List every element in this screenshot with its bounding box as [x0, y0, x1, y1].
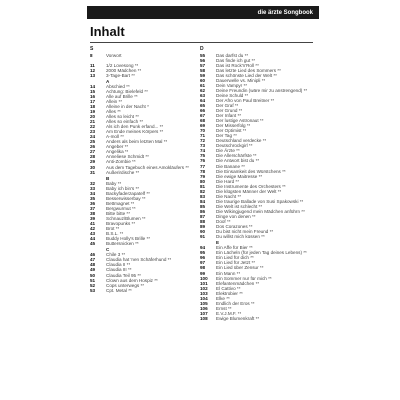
song-title: 3-Tage-Bart ** [106, 72, 135, 78]
page-number: 27 [90, 149, 96, 155]
page-number: 50 [90, 272, 96, 278]
page-number: 91 [200, 234, 206, 240]
song-title: Backyfaderzapatelf ** [106, 190, 150, 196]
page-number: 100 [200, 275, 208, 281]
song-title: Deutschrockgirl ** [216, 143, 253, 149]
page-number: 26 [90, 144, 96, 150]
page-number: 99 [200, 270, 206, 276]
column-label: D [200, 46, 204, 52]
page-number: 12 [90, 67, 96, 73]
song-title: Chile 3 ** [106, 252, 126, 258]
page-number: 67 [200, 113, 206, 119]
song-title: Buttersnicken ** [106, 241, 139, 247]
song-title: Die Instrumente des Orchesters ** [216, 183, 286, 189]
book-title: die ärzte Songbook [257, 9, 313, 16]
page-number: 21 [90, 119, 96, 125]
song-title: Die ewige Maitresse ** [216, 173, 263, 179]
page-number: 15 [90, 88, 96, 94]
page-number: 69 [200, 123, 206, 129]
song-title: Die Welt ist schlecht ** [216, 203, 263, 209]
song-title: Buddy Holly's Brille ** [106, 236, 151, 242]
section-letter: E [216, 240, 220, 246]
page-number: 32 [90, 180, 96, 186]
song-title: Anneliese Schmidt ** [106, 154, 149, 160]
song-title: Das finde ich gut ** [216, 57, 256, 63]
page-number: 49 [90, 267, 96, 273]
song-title: Dos Corazones ** [216, 224, 253, 230]
page-number: 104 [200, 295, 208, 301]
song-title: Du willst mich küssen ** [216, 234, 265, 240]
song-title: Clown aus dem Hospiz ** [106, 277, 158, 283]
page-number: 105 [200, 300, 208, 306]
song-title: Die Banane ** [216, 163, 245, 169]
page-number: 51 [90, 277, 96, 283]
song-title: Endlich der Eros ** [216, 300, 255, 306]
page-number: 90 [200, 229, 206, 235]
song-title: Außerirdische ** [106, 169, 140, 175]
page-number: 74 [200, 148, 206, 154]
song-title: Deine Freundin (wäre mir zu anstrengend) ** [216, 87, 308, 93]
page-number: 83 [200, 193, 206, 199]
song-title: El Cattivo ** [216, 285, 241, 291]
page-number: 79 [200, 173, 206, 179]
page-number: 87 [200, 214, 206, 219]
page-number: 75 [200, 153, 206, 159]
song-title: Cpt. Metal ** [106, 287, 132, 293]
song-title: Alleine in der Nacht * [106, 103, 149, 109]
section-letter: B [106, 175, 110, 181]
page-number: 23 [90, 129, 96, 135]
song-title: Ein Lächeln (für jeden Tag deines Lebens) ** [216, 250, 307, 256]
page-number: 11 [90, 62, 95, 68]
song-title: Der Tag ** [216, 133, 237, 139]
page-number: 97 [200, 260, 206, 266]
title-divider [90, 42, 313, 43]
page-number: 98 [200, 265, 206, 271]
song-title: Die Antwort bist du ** [216, 158, 260, 164]
page-number: 39 [90, 216, 96, 221]
song-title: Ewige Blumenkraft ** [216, 315, 260, 321]
column-label: S [90, 46, 94, 52]
song-title: Angelika ** [106, 149, 129, 155]
song-title: Alles ** [106, 109, 121, 115]
song-title: Baby ich bin's ** [106, 185, 140, 191]
page-number: 103 [200, 290, 208, 296]
page-number: 31 [90, 169, 96, 175]
song-title: 1/2 Lovesong ** [106, 62, 139, 68]
song-title: Als ich den Punk erfand... ** [106, 124, 164, 130]
page-number: 57 [200, 62, 206, 68]
song-title: Dein Vampyr ** [216, 82, 248, 88]
toc-entry [90, 288, 205, 293]
page-number: 66 [200, 108, 206, 114]
song-title: Die Ärzte ** [216, 148, 240, 154]
page-number: 45 [90, 241, 96, 247]
page-number: 41 [90, 221, 96, 227]
song-title: Anders als beim letzten Mal ** [106, 139, 168, 145]
song-title: Dauerwelle vs. Minipli ** [216, 77, 266, 83]
page-number: 62 [200, 87, 206, 93]
song-title: Die Einsamkeit des Würstchens ** [216, 168, 286, 174]
page-number: 42 [90, 226, 96, 232]
page-number: 61 [200, 82, 206, 88]
song-title: Deutschland verdecke ** [216, 138, 267, 144]
page-number: 107 [200, 310, 208, 316]
song-title: Bitte bitte ** [106, 210, 131, 216]
page-number: 33 [90, 185, 96, 191]
toc-entry [90, 241, 205, 246]
page-number: 84 [200, 198, 206, 204]
page-number: 65 [200, 102, 206, 108]
page-number: 36 [90, 200, 96, 206]
page-number: 101 [200, 280, 208, 286]
page-number: 63 [200, 92, 206, 98]
song-title: 2000 Mädchen ** [106, 67, 142, 73]
page-number: 46 [90, 252, 96, 258]
song-title: Der Infant ** [216, 113, 242, 119]
song-title: Der Afro von Paul Breitner ** [216, 97, 275, 103]
page-number: 14 [90, 83, 96, 89]
song-title: Cops unterwegs ** [106, 282, 145, 288]
song-title: Alle auf Brille ** [106, 93, 138, 99]
song-title: Angeber ** [106, 144, 129, 150]
page-number: 53 [90, 287, 96, 293]
page-number: 106 [200, 305, 208, 311]
song-title: Ein Mann ** [216, 270, 241, 276]
song-title: Brot ** [106, 226, 120, 232]
page-number: 47 [90, 257, 96, 263]
song-title: Ein Sommer nur für mich ** [216, 275, 272, 281]
page-number: 56 [200, 57, 206, 63]
song-title: Das schönste Lied der Welt ** [216, 72, 277, 78]
page-number: 13 [90, 72, 96, 78]
song-title: Allein ** [106, 98, 123, 104]
song-title: Bettmagnet ** [106, 200, 135, 206]
song-title: Die Nacht ** [216, 193, 242, 199]
page-number: 30 [90, 164, 96, 170]
song-title: Deine Schuld ** [216, 92, 249, 98]
song-title: Achtung: Bielefeld ** [106, 88, 148, 94]
page-number: 48 [90, 262, 96, 268]
song-title: Abschied ** [106, 83, 130, 89]
page-number: 72 [200, 138, 206, 144]
page-number: 96 [200, 255, 206, 261]
song-title: Elke ** [216, 295, 230, 301]
song-title: Am Ende meines Körpers ** [106, 129, 164, 135]
song-title: Ein Lied für Jetzt ** [216, 260, 256, 266]
header-bar [87, 6, 319, 19]
song-title: Elektrobier ** [216, 290, 243, 296]
page-number: 37 [90, 205, 96, 211]
page-number: 59 [200, 72, 206, 78]
song-title: Aus dem Tagebuch eines Amokläufers ** [106, 164, 189, 170]
page-number: 38 [90, 210, 96, 216]
song-title: Ein Affe für Bier ** [216, 245, 253, 251]
page-number: 34 [90, 190, 96, 196]
page-number: 16 [90, 93, 96, 99]
toc-entry [200, 234, 315, 239]
page-number: 94 [200, 245, 206, 251]
toc-entry [90, 73, 205, 78]
page-number: 20 [90, 114, 96, 120]
page-number: 35 [90, 195, 96, 201]
toc-column-right [200, 46, 315, 321]
song-title: Besserwisserbay ** [106, 195, 146, 201]
page-number: 81 [200, 183, 206, 189]
song-title: Du bist nicht mein Freund ** [216, 229, 274, 235]
page-number: 82 [200, 188, 206, 194]
page-number: 22 [90, 124, 96, 130]
song-title: Elefantenmädchen ** [216, 280, 260, 286]
page-number: 85 [200, 203, 206, 209]
page-number: 80 [200, 178, 206, 184]
song-title: Die Wikingjugend mein Mädchen anführn ** [216, 208, 305, 214]
page-number: 68 [200, 118, 206, 124]
page-number: 29 [90, 159, 96, 165]
song-title: Schnauz/Blumen ** [106, 216, 146, 221]
page-number: 102 [200, 285, 208, 291]
page-number: 71 [200, 133, 206, 139]
page-number: 76 [200, 158, 206, 164]
page-number: 8 [90, 52, 93, 58]
page-number: 19 [90, 109, 96, 115]
song-title: Die traurige Ballade von Susi Spakowski ** [216, 198, 304, 204]
toc-entry [90, 170, 205, 175]
song-title: Der Misserfolg ** [216, 123, 251, 129]
page-number: 108 [200, 315, 208, 321]
page-number: 52 [90, 282, 96, 288]
page-number: 17 [90, 98, 96, 104]
section-letter: C [106, 247, 110, 253]
song-title: Das ist Rock'n'Roll ** [216, 62, 259, 68]
song-title: Die Hard ** [216, 178, 239, 184]
song-title: Das letzte Lied des Sommers ** [216, 67, 281, 73]
page-number: 25 [90, 139, 96, 145]
song-title: Der lustige Astronaut ** [216, 118, 264, 124]
song-title: Der Grund ** [216, 108, 243, 114]
song-title: Bravopunks ** [106, 221, 136, 227]
song-title: Bergwurmut ** [106, 205, 136, 211]
page-number: 55 [200, 52, 206, 58]
page-number: 78 [200, 168, 206, 174]
page-number: 70 [200, 128, 206, 134]
song-title: A-moll ** [106, 134, 124, 140]
song-title: Claudia hat 'nen Schäferhund ** [106, 257, 172, 263]
song-title: Anti-Zombie ** [106, 159, 136, 165]
page-title: Inhalt [90, 24, 125, 39]
song-title: B.S.L. ** [106, 231, 124, 237]
song-title: Alles so leicht ** [106, 114, 139, 120]
page-number: 24 [90, 134, 96, 140]
page-number: 60 [200, 77, 206, 83]
song-title: Ernst ** [216, 305, 232, 311]
page-number: 77 [200, 163, 206, 169]
song-title: Doof ** [216, 219, 231, 225]
song-title: Vorwort [106, 52, 122, 58]
song-title: Die Allerschärfste ** [216, 153, 257, 159]
song-title: Das darfst du ** [216, 52, 249, 58]
page-number: 64 [200, 97, 206, 103]
page-number: 28 [90, 154, 96, 160]
song-title: Der Graf ** [216, 102, 239, 108]
song-title: Ein Lied über Zensur ** [216, 265, 264, 271]
page-number: 43 [90, 231, 96, 237]
page-number: 89 [200, 224, 206, 230]
song-title: Claudia III ** [106, 267, 132, 273]
song-title: Baby ** [106, 180, 122, 186]
page-number: 86 [200, 208, 206, 214]
page-number: 44 [90, 236, 96, 242]
page-number: 95 [200, 250, 206, 256]
song-title: Claudia II ** [106, 262, 131, 268]
song-title: Dinge von denen ** [216, 214, 256, 219]
song-title: Claudia Teil 95 ** [106, 272, 141, 278]
song-title: Ein Lied für dich ** [216, 255, 254, 261]
page-number: 73 [200, 143, 206, 149]
song-title: E.V.J.M.F. ** [216, 310, 242, 316]
page-number: 58 [200, 67, 206, 73]
toc-column-left [90, 46, 205, 293]
song-title: Alles so einfach ** [106, 119, 144, 125]
section-letter: A [106, 78, 110, 84]
song-title: Der Optimist ** [216, 128, 247, 134]
page-number: 88 [200, 219, 206, 225]
toc-entry [200, 316, 315, 321]
page-number: 18 [90, 103, 96, 109]
song-title: Die klügsten Männer der Welt ** [216, 188, 282, 194]
